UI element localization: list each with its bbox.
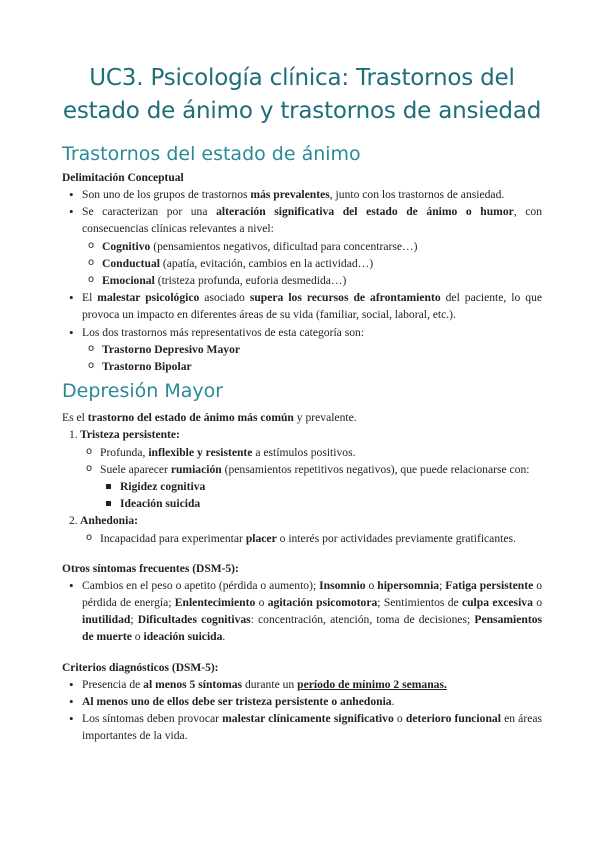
bold-text: Conductual bbox=[102, 256, 160, 270]
list-item bbox=[120, 478, 542, 495]
numbered-list bbox=[62, 426, 542, 546]
bold-text: trastorno del estado de ánimo más común bbox=[87, 411, 294, 425]
list-number: 1. bbox=[69, 428, 78, 442]
text: : concentración, atención, toma de decisiones; bbox=[250, 613, 475, 627]
conceptual-list bbox=[62, 186, 542, 375]
bold-text: agitación psicomotora bbox=[267, 596, 378, 610]
text: ; bbox=[439, 578, 446, 592]
text: del paciente, lo que provoca un impacto en diferentes áreas de su vida (familiar, social, laboral, etc.). bbox=[82, 291, 543, 322]
text: o bbox=[255, 596, 268, 610]
bold-underlined-text: período de mínimo 2 semanas. bbox=[297, 677, 447, 691]
list-item bbox=[82, 324, 542, 376]
list-item bbox=[69, 426, 542, 512]
list-item bbox=[100, 461, 542, 513]
bold-text: al menos 5 síntomas bbox=[143, 677, 243, 691]
bold-text: malestar clínicamente significativo bbox=[222, 712, 394, 726]
bold-text: Cognitivo bbox=[102, 239, 151, 253]
list-item bbox=[102, 358, 542, 375]
text: , con consecuencias clínicas relevantes a nivel: bbox=[82, 205, 542, 236]
bold-text: Rigidez cognitiva bbox=[120, 480, 206, 494]
list-item bbox=[82, 710, 542, 744]
bold-text: rumiación bbox=[170, 462, 222, 476]
list-item bbox=[82, 676, 542, 693]
bold-text: Insomnio bbox=[319, 578, 366, 592]
list-item bbox=[120, 495, 542, 512]
sublist bbox=[82, 341, 542, 375]
section-heading-mood-disorders: Trastornos del estado de ánimo bbox=[62, 143, 361, 165]
bold-text: Al menos uno de ellos debe ser tristeza persistente o anhedonia bbox=[82, 694, 392, 708]
bold-text: alteración significativa del estado de ánimo o humor bbox=[216, 205, 514, 219]
criteria-list bbox=[62, 676, 542, 745]
text: Son uno de los grupos de trastornos bbox=[82, 188, 251, 201]
text: Los dos trastornos más representativos de esta categoría son: bbox=[82, 325, 365, 339]
list-item bbox=[102, 238, 542, 255]
text: El bbox=[82, 291, 98, 305]
list-number: 2. bbox=[69, 514, 78, 528]
bold-text: placer bbox=[245, 531, 277, 545]
list-item bbox=[102, 341, 542, 358]
text: Es el bbox=[62, 411, 88, 425]
bold-text: más prevalentes bbox=[250, 188, 330, 201]
text: , junto con los trastornos de ansiedad. bbox=[329, 188, 505, 201]
list-item bbox=[69, 512, 542, 546]
text: (apatía, evitación, cambios en la actividad…) bbox=[160, 256, 374, 270]
bold-text: culpa excesiva bbox=[461, 596, 533, 610]
text: (pensamientos repetitivos negativos), que puede relacionarse con: bbox=[221, 462, 530, 476]
text: (tristeza profunda, euforia desmedida…) bbox=[154, 274, 347, 288]
bold-text: Ideación suicida bbox=[120, 497, 201, 511]
list-item bbox=[82, 693, 542, 710]
text: o pérdida de energía; bbox=[82, 578, 542, 610]
text: o interés por actividades previamente gratificantes. bbox=[276, 531, 516, 545]
sublist bbox=[100, 478, 542, 512]
subheading-diagnostic-criteria: Criterios diagnósticos (DSM-5): bbox=[62, 661, 219, 674]
list-item bbox=[102, 255, 542, 272]
bold-text: Fatiga persistente bbox=[445, 578, 534, 592]
bold-text: hipersomnia bbox=[377, 578, 440, 592]
bold-text: supera los recursos de afrontamiento bbox=[249, 291, 441, 305]
sublist bbox=[80, 444, 542, 513]
list-item bbox=[100, 530, 542, 547]
bold-text: malestar psicológico bbox=[97, 291, 200, 305]
text: o bbox=[365, 578, 378, 592]
list-item bbox=[82, 577, 542, 646]
bold-text: inflexible y resistente bbox=[148, 445, 253, 459]
text: a estímulos positivos. bbox=[252, 445, 356, 459]
list-item bbox=[82, 289, 542, 323]
list-item bbox=[82, 186, 542, 203]
list-item bbox=[100, 444, 542, 461]
bold-text: Emocional bbox=[102, 274, 155, 288]
text: Se caracterizan por una bbox=[82, 205, 217, 219]
bold-text: Dificultades cognitivas bbox=[137, 613, 251, 627]
sublist bbox=[80, 530, 542, 547]
bold-text: ideación suicida bbox=[143, 630, 223, 644]
bold-text: inutilidad bbox=[82, 613, 131, 627]
text: (pensamientos negativos, dificultad para concentrarse…) bbox=[150, 239, 418, 253]
text: o bbox=[393, 712, 406, 726]
bold-text: Anhedonia: bbox=[80, 514, 138, 528]
text: Profunda, bbox=[100, 445, 149, 459]
text: Suele aparecer bbox=[100, 462, 171, 476]
subheading-conceptual: Delimitación Conceptual bbox=[62, 172, 184, 184]
subheading-other-symptoms: Otros síntomas frecuentes (DSM-5): bbox=[62, 562, 239, 575]
text: . bbox=[391, 694, 395, 708]
bold-text: Tristeza persistente: bbox=[80, 428, 180, 442]
text: ; Sentimientos de bbox=[377, 596, 462, 610]
text: o bbox=[532, 596, 543, 610]
text: Presencia de bbox=[82, 677, 144, 691]
section-heading-major-depression: Depresión Mayor bbox=[62, 380, 224, 403]
list-item bbox=[102, 272, 542, 289]
text: ; bbox=[130, 613, 138, 627]
text: asociado bbox=[199, 291, 250, 305]
bold-text: Trastorno Depresivo Mayor bbox=[102, 342, 241, 356]
page-title: UC3. Psicología clínica: Trastornos del estado de ánimo y trastornos de ansiedad bbox=[62, 65, 542, 124]
text: durante un bbox=[242, 677, 298, 691]
other-symptoms-list bbox=[62, 577, 542, 646]
bold-text: Pensamientos de muerte bbox=[82, 613, 543, 644]
bold-text: deterioro funcional bbox=[405, 712, 501, 726]
intro-paragraph bbox=[62, 409, 542, 426]
text: Incapacidad para experimentar bbox=[100, 531, 246, 545]
text: o bbox=[131, 630, 144, 644]
bold-text: Enlentecimiento bbox=[174, 596, 256, 610]
text: en áreas importantes de la vida. bbox=[82, 712, 542, 743]
text: y prevalente. bbox=[293, 411, 357, 425]
text: Los síntomas deben provocar bbox=[82, 712, 223, 726]
text: . bbox=[222, 630, 226, 644]
list-item bbox=[82, 203, 542, 289]
text: Cambios en el peso o apetito (pérdida o aumento); bbox=[82, 578, 320, 592]
sublist bbox=[82, 238, 542, 290]
bold-text: Trastorno Bipolar bbox=[102, 360, 192, 374]
